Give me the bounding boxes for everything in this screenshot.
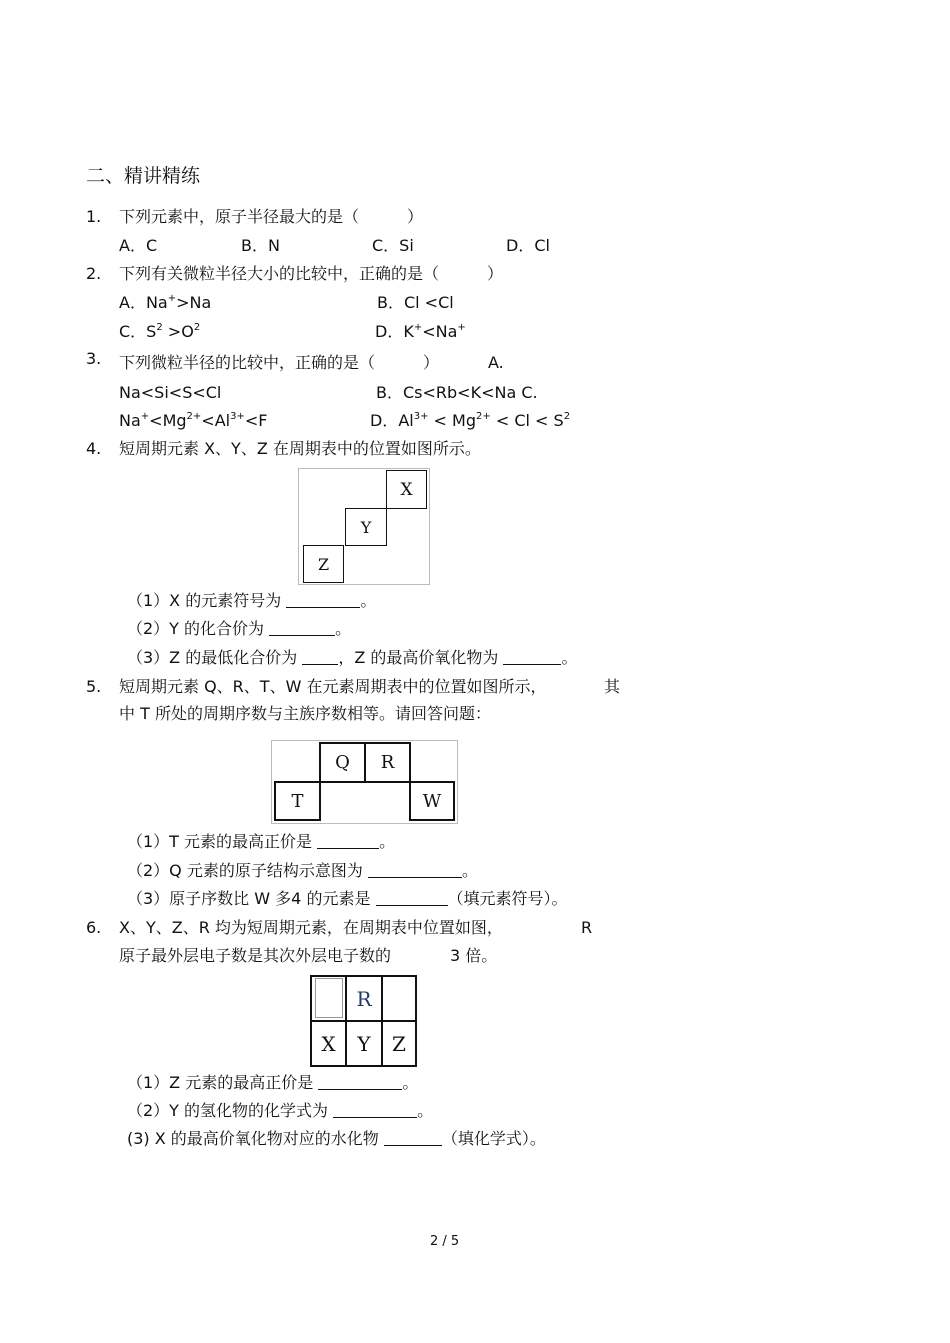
q3-option-c: $Na^+<Mg^{2+}<Al^{3+}<F$ xyxy=(119,411,268,430)
q1-text: 下列元素中，原子半径最大的是（ ） xyxy=(119,207,424,226)
section-heading: 二、精讲精练 xyxy=(86,165,201,187)
q4-cell-y: Y xyxy=(345,508,387,546)
answer-blank[interactable] xyxy=(286,593,360,608)
q6-text-line2: 原子最外层电子数是其次外层电子数的 xyxy=(119,946,392,965)
q2-option-b: B．Cl <Cl xyxy=(377,293,454,312)
q6-cell-x: X xyxy=(321,1031,336,1056)
q3-number: 3. xyxy=(86,349,102,368)
q4-subquestion-3: （3）Z 的最低化合价为 ，Z 的最高价氧化物为 。 xyxy=(127,648,578,667)
answer-blank[interactable] xyxy=(317,834,379,849)
q5-cell-r: R xyxy=(364,742,411,783)
answer-blank[interactable] xyxy=(269,621,335,636)
q2-option-c: C．$S^2 >O^2$ xyxy=(119,322,201,341)
q3-option-b: B．Cs<Rb<K<Na C. xyxy=(376,383,538,402)
q1-option-a: A．C xyxy=(119,236,158,255)
answer-blank[interactable] xyxy=(318,1075,402,1090)
q6-cell-r: R xyxy=(356,986,372,1011)
q6-cell-z: Z xyxy=(392,1031,406,1056)
answer-blank[interactable] xyxy=(384,1131,442,1146)
q1-option-d: D．Cl xyxy=(506,236,550,255)
q6-text: X、Y、Z、R 均为短周期元素，在周期表中位置如图， xyxy=(119,918,503,937)
q3-text: 下列微粒半径的比较中，正确的是（ ） xyxy=(119,353,440,372)
q6-number: 6. xyxy=(86,918,102,937)
q4-cell-x: X xyxy=(386,470,427,509)
q5-text-end: 其 xyxy=(604,677,621,696)
q6-text-line2-end: 3 倍。 xyxy=(450,946,498,965)
q6-subquestion-2: （2）Y 的氢化物的化学式为 。 xyxy=(127,1101,434,1120)
q6-subquestion-3: (3) X 的最高价氧化物对应的水化物 （填化学式）。 xyxy=(127,1129,546,1148)
q3-option-a-label: A. xyxy=(488,353,504,372)
q2-number: 2. xyxy=(86,264,102,283)
q5-subquestion-3: （3）原子序数比 W 多4 的元素是 （填元素符号）。 xyxy=(127,889,568,908)
q4-subquestion-2: （2）Y 的化合价为 。 xyxy=(127,619,352,638)
answer-blank[interactable] xyxy=(333,1103,417,1118)
q1-option-b: B．N xyxy=(241,236,280,255)
q5-cell-q: Q xyxy=(319,742,366,783)
q4-cell-z: Z xyxy=(303,545,344,583)
q4-subquestion-1: （1）X 的元素符号为 。 xyxy=(127,591,377,610)
q5-text-line2: 中 T 所处的周期序数与主族序数相等。请回答问题： xyxy=(119,704,491,723)
q2-text: 下列有关微粒半径大小的比较中，正确的是（ ） xyxy=(119,264,504,283)
q2-option-d: D．K+<Na+ xyxy=(375,322,466,341)
answer-blank[interactable] xyxy=(503,650,561,665)
q6-empty-cell xyxy=(315,978,343,1018)
q4-number: 4. xyxy=(86,439,102,458)
q6-cell-y: Y xyxy=(357,1031,371,1056)
q5-cell-w: W xyxy=(409,781,455,821)
q3-option-a: Na<Si<S<Cl xyxy=(119,383,222,402)
q3-option-d: D．$Al^{3+} < Mg^{2+} < Cl < S^2$ xyxy=(370,411,571,430)
q1-number: 1. xyxy=(86,207,102,226)
q5-subquestion-2: （2）Q 元素的原子结构示意图为 。 xyxy=(127,861,478,880)
q5-subquestion-1: （1）T 元素的最高正价是 。 xyxy=(127,832,396,851)
q1-option-c: C．Si xyxy=(372,236,414,255)
answer-blank[interactable] xyxy=(376,891,448,906)
q4-text: 短周期元素 X、Y、Z 在周期表中的位置如图所示。 xyxy=(119,439,481,458)
q5-cell-t: T xyxy=(274,781,321,821)
q5-text: 短周期元素 Q、R、T、W 在元素周期表中的位置如图所示， xyxy=(119,677,547,696)
q6-subquestion-1: （1）Z 元素的最高正价是 。 xyxy=(127,1073,419,1092)
page-number: 2 / 5 xyxy=(430,1234,460,1249)
answer-blank[interactable] xyxy=(368,863,462,878)
q5-number: 5. xyxy=(86,677,102,696)
answer-blank[interactable] xyxy=(302,650,338,665)
q2-option-a: A．Na+>Na xyxy=(119,293,212,312)
q6-text-end: R xyxy=(581,918,593,937)
